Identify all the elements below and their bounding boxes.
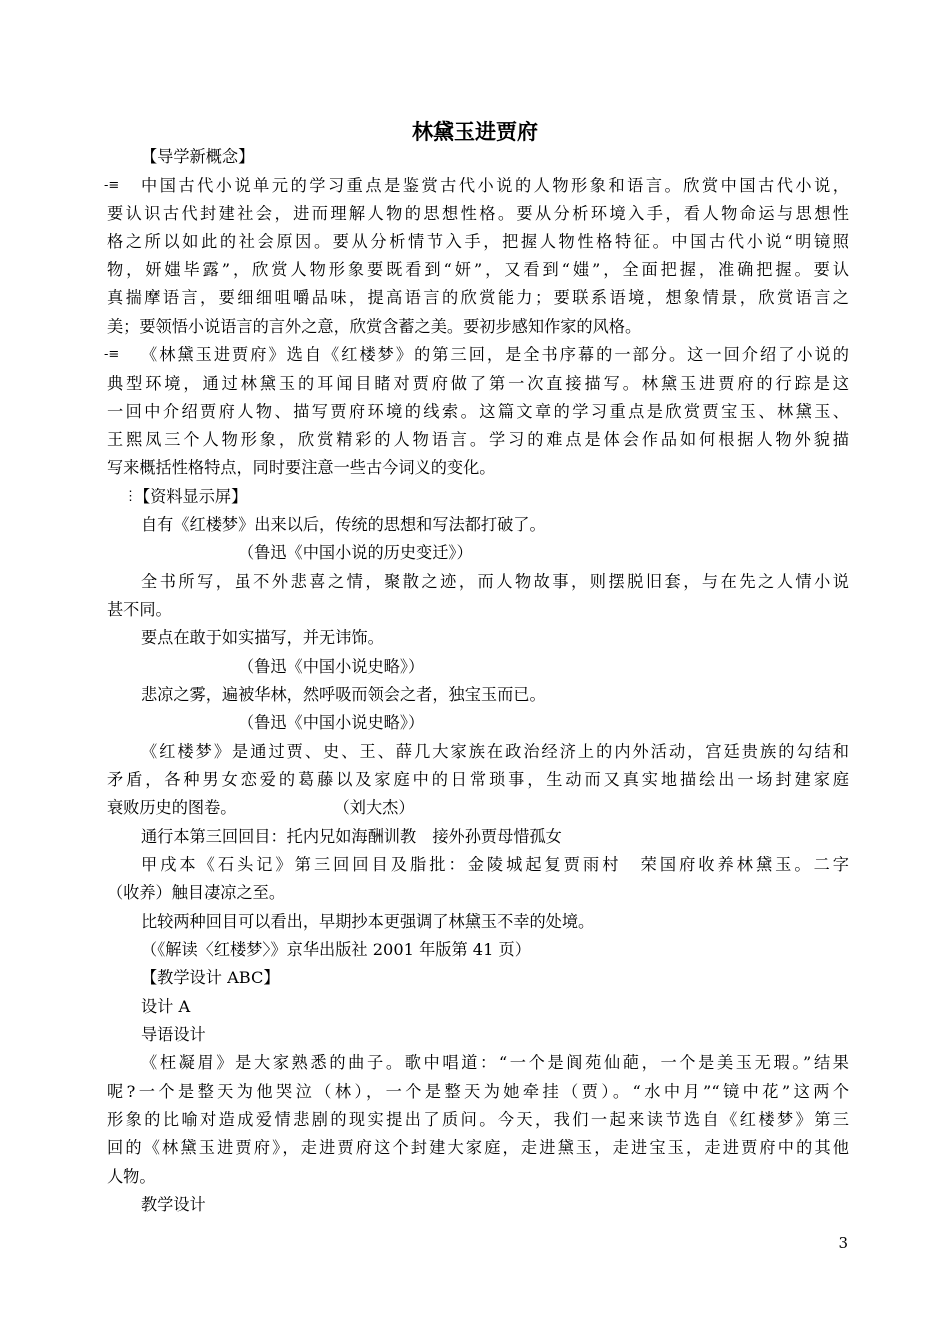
paragraph-line: 《枉凝眉》是大家熟悉的曲子。歌中唱道：“一个是阆苑仙葩，一个是美玉无瑕。”结果 [141, 1053, 849, 1072]
page-title: 林黛玉进贾府 [412, 120, 538, 144]
quote-line: 要点在敢于如实描写，并无讳饰。 [141, 628, 384, 647]
quote-line: 全书所写，虽不外悲喜之情，聚散之迹，而人物故事，则摆脱旧套，与在先之人情小说 [141, 572, 849, 591]
quote-line: 比较两种回目可以看出，早期抄本更强调了林黛玉不幸的处境。 [141, 912, 595, 931]
quote-line: 《红楼梦》是通过贾、史、王、薛几大家族在政治经济上的内外活动，宫廷贵族的勾结和 [141, 742, 849, 761]
paragraph-line: 回的《林黛玉进贾府》，走进贾府这个封建大家庭，走进黛玉，走进宝玉，走进贾府中的其他 [107, 1138, 849, 1157]
sub-heading: 导语设计 [141, 1025, 206, 1044]
paragraph-line: 中国古代小说单元的学习重点是鉴赏古代小说的人物形象和语言。欣赏中国古代小说， [141, 176, 849, 195]
sub-heading: 设计 A [141, 997, 191, 1016]
quote-line: 衰败历史的图卷。 （刘大杰） [107, 798, 415, 817]
paragraph-line: 一回中介绍贾府人物、描写贾府环境的线索。这篇文章的学习重点是欣赏贾宝玉、林黛玉、 [107, 402, 849, 421]
sub-heading: 教学设计 [141, 1195, 206, 1214]
list-marker: -≡ [104, 347, 120, 362]
paragraph-line: 美；要领悟小说语言的言外之意，欣赏含蓄之美。要初步感知作家的风格。 [107, 317, 642, 336]
quote-source: （鲁迅《中国小说史略》） [238, 657, 425, 676]
quote-line: 自有《红楼梦》出来以后，传统的思想和写法都打破了。 [141, 515, 546, 534]
list-marker: -≡ [104, 178, 120, 193]
quote-line: 甲戌本《石头记》第三回回目及脂批：金陵城起复贾雨村 荣国府收养林黛玉。二字 [141, 855, 849, 874]
quote-source: （鲁迅《中国小说史略》） [238, 713, 425, 732]
paragraph-line: 王熙凤三个人物形象，欣赏精彩的人物语言。学习的难点是体会作品如何根据人物外貌描 [107, 430, 849, 449]
quote-line: 甚不同。 [107, 600, 172, 619]
quote-line: 通行本第三回回目：托内兄如海酬训教 接外孙贾母惜孤女 [141, 827, 562, 846]
quote-source: （鲁迅《中国小说的历史变迁》） [238, 543, 473, 562]
list-marker: ⋮ [124, 489, 137, 504]
paragraph-line: 要认识古代封建社会，进而理解人物的思想性格。要从分析环境入手，看人物命运与思想性 [107, 204, 849, 223]
section-heading: 【教学设计 ABC】 [141, 968, 280, 987]
paragraph-line: 真揣摩语言，要细细咀嚼品味，提高语言的欣赏能力；要联系语境，想象情景，欣赏语言之 [107, 288, 849, 307]
paragraph-line: 《林黛玉进贾府》选自《红楼梦》的第三回，是全书序幕的一部分。这一回介绍了小说的 [141, 345, 849, 364]
quote-line: （收养）触目凄凉之至。 [107, 883, 286, 902]
page-number: 3 [838, 1234, 848, 1252]
paragraph-line: 形象的比喻对造成爱情悲剧的现实提出了质问。今天，我们一起来读节选自《红楼梦》第三 [107, 1110, 849, 1129]
quote-line: 悲凉之雾，遍被华林，然呼吸而领会之者，独宝玉而已。 [141, 685, 546, 704]
paragraph-line: 人物。 [107, 1167, 156, 1186]
quote-source: （《解读〈红楼梦〉》京华出版社 2001 年版第 41 页） [141, 940, 531, 959]
section-heading: 【资料显示屏】 [134, 487, 248, 506]
paragraph-line: 典型环境，通过林黛玉的耳闻目睹对贾府做了第一次直接描写。林黛玉进贾府的行踪是这 [107, 374, 849, 393]
section-heading: 【导学新概念】 [141, 147, 255, 166]
paragraph-line: 写来概括性格特点，同时要注意一些古今词义的变化。 [107, 458, 496, 477]
paragraph-line: 呢?一个是整天为他哭泣（林），一个是整天为她牵挂（贾）。“水中月”“镜中花”这两个 [107, 1082, 849, 1101]
paragraph-line: 物，妍媸毕露”，欣赏人物形象要既看到“妍”，又看到“媸”，全面把握，准确把握。要认 [107, 260, 849, 279]
quote-line: 矛盾，各种男女恋爱的葛藤以及家庭中的日常琐事，生动而又真实地描绘出一场封建家庭 [107, 770, 849, 789]
paragraph-line: 格之所以如此的社会原因。要从分析情节入手，把握人物性格特征。中国古代小说“明镜照 [107, 232, 849, 251]
